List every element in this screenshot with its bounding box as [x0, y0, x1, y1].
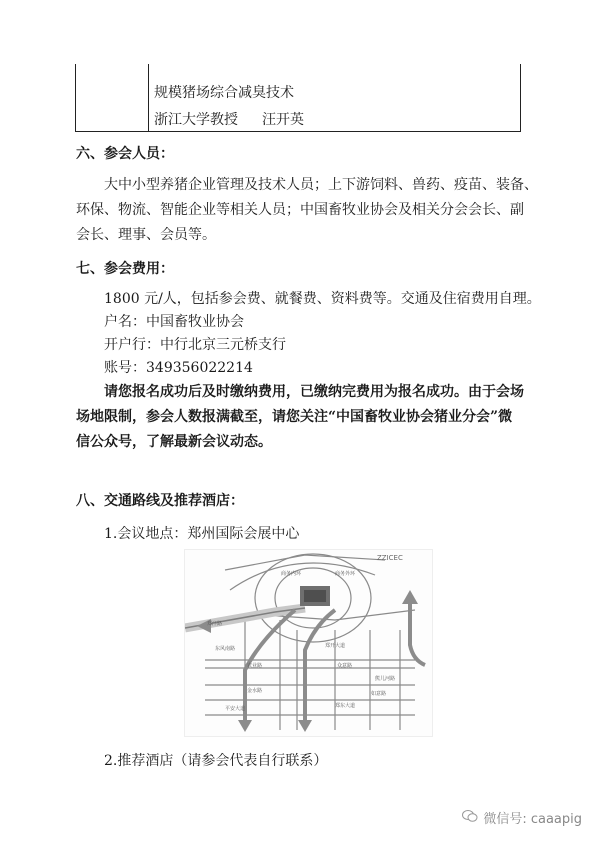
fee-line: 1800 元/人，包括参会费、就餐费、资料费等。交通及住宿费用自理。 — [104, 291, 541, 307]
table-border-right — [520, 64, 521, 131]
table-speaker-name: 汪开英 — [262, 112, 304, 128]
table-topic: 规模猪场综合减臭技术 — [154, 85, 294, 101]
table-border-left — [75, 64, 76, 131]
road-label-zhengkai: 郑开大道 — [325, 643, 346, 649]
section7-heading: 七、参会费用： — [76, 261, 174, 277]
road-label-zhengdong: 郑东大道 — [335, 703, 356, 709]
road-label-dongfeng: 东风南路 — [215, 646, 236, 652]
hotel-line: 2.推荐酒店（请参会代表自行联系） — [104, 753, 328, 769]
section8-heading: 八、交通路线及推荐酒店： — [76, 493, 244, 509]
road-label-pingan: 平安大道 — [225, 706, 246, 712]
section6-line2: 环保、物流、智能企业等相关人员；中国畜牧业协会及相关分会会长、副 — [76, 202, 524, 218]
venue-map — [184, 549, 433, 737]
road-label-zhongyi: 众意路 — [337, 663, 353, 669]
map-graphic — [185, 550, 432, 736]
section6-heading: 六、参会人员： — [76, 146, 174, 162]
wechat-watermark — [462, 808, 582, 827]
account-name: 户名：中国畜牧业协会 — [104, 314, 244, 330]
section6-line3: 会长、理事、会员等。 — [76, 227, 216, 243]
road-label-jinshui: 金水路 — [247, 688, 263, 694]
venue-line: 1.会议地点：郑州国际会展中心 — [104, 526, 300, 542]
road-label-outer-ring: 商务外环 — [335, 571, 356, 577]
road-label-nongye: 农业路 — [247, 663, 263, 669]
wechat-id: 微信号: caaapig — [483, 812, 582, 827]
road-label-ruyi: 如意路 — [371, 691, 387, 697]
bank-name: 开户行：中行北京三元桥支行 — [104, 337, 286, 353]
table-border-bottom — [75, 131, 521, 132]
notice-line3: 信公众号，了解最新会议动态。 — [76, 434, 272, 450]
road-label-zhengbian: 郑汴路 — [207, 621, 223, 627]
table-speaker-title: 浙江大学教授 — [154, 112, 238, 128]
notice-line1: 请您报名成功后及时缴纳费用，已缴纳完费用为报名成功。由于会场 — [104, 384, 524, 400]
road-label-inner-ring: 商务内环 — [281, 571, 302, 577]
wechat-icon — [462, 809, 478, 827]
account-number: 账号：349356022214 — [104, 360, 253, 376]
table-border-mid — [148, 64, 149, 131]
section6-line1: 大中小型养猪企业管理及技术人员；上下游饲料、兽药、疫苗、装备、 — [104, 177, 538, 193]
map-logo: ZZICEC — [377, 554, 403, 562]
notice-line2: 场地限制，参会人数报满截至，请您关注“中国畜牧业协会猪业分会”微 — [76, 409, 513, 425]
road-label-xionger: 熊儿河路 — [375, 676, 396, 682]
